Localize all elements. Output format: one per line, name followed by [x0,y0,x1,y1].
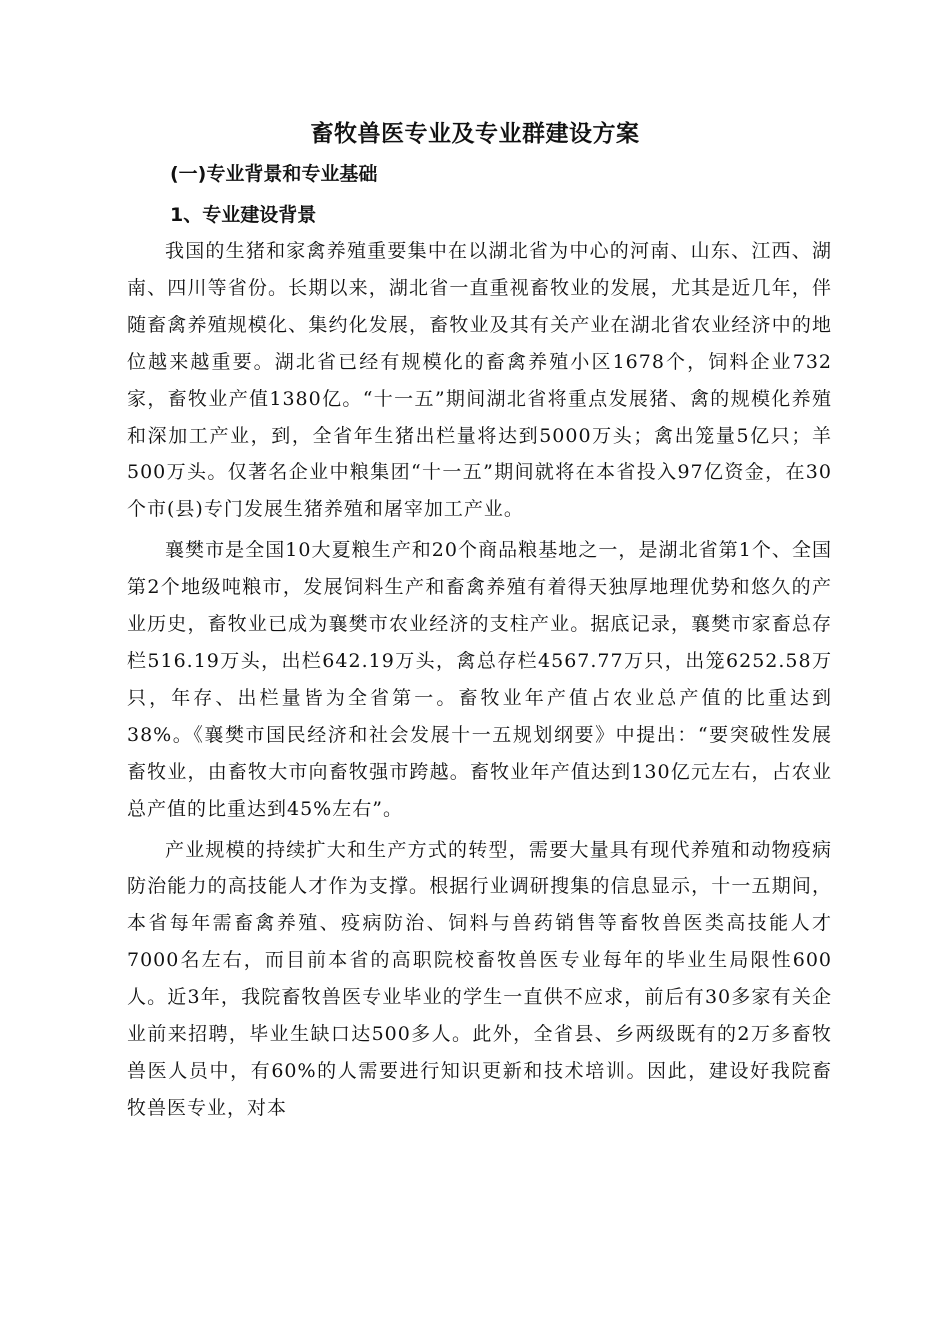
paragraph-xiangfan: 襄樊市是全国10大夏粮生产和20个商品粮基地之一，是湖北省第1个、全国第2个地级吨粮市，发展饲料生产和畜禽养殖有着得天独厚地理优势和悠久的产业历史，畜牧业已成为襄樊市农业经济的支柱产业。据底记录，襄樊市家畜总存栏516.19万头，出栏642.19万头，禽总存栏4567.77万只，出笼6252.58万只，年存、出栏量皆为全省第一。畜牧业年产值占农业总产值的比重达到38%。《襄樊市国民经济和社会发展十一五规划纲要》中提出：“要突破性发展畜牧业，由畜牧大市向畜牧强市跨越。畜牧业年产值达到130亿元左右，占农业总产值的比重达到45%左右”。 [127,539,832,820]
paragraph-background: 我国的生猪和家禽养殖重要集中在以湖北省为中心的河南、山东、江西、湖南、四川等省份。长期以来，湖北省一直重视畜牧业的发展，尤其是近几年，伴随畜禽养殖规模化、集约化发展，畜牧业及其有关产业在湖北省农业经济中的地位越来越重要。湖北省已经有规模化的畜禽养殖小区1678个，饲料企业732家，畜牧业产值1380亿。“十一五”期间湖北省将重点发展猪、禽的规模化养殖和深加工产业，到，全省年生猪出栏量将达到5000万头；禽出笼量5亿只；羊500万头。仅著名企业中粮集团“十一五”期间就将在本省投入97亿资金，在30个市(县)专门发展生猪养殖和屠宰加工产业。 [127,240,832,521]
document-body [127,233,832,1127]
paragraph-talent-demand: 产业规模的持续扩大和生产方式的转型，需要大量具有现代养殖和动物疫病防治能力的高技能人才作为支撑。根据行业调研搜集的信息显示，十一五期间，本省每年需畜禽养殖、疫病防治、饲料与兽药销售等畜牧兽医类高技能人才7000名左右，而目前本省的高职院校畜牧兽医专业每年的毕业生局限性600人。近3年，我院畜牧兽医专业毕业的学生一直供不应求，前后有30多家有关企业前来招聘，毕业生缺口达500多人。此外，全省县、乡两级既有的2万多畜牧兽医人员中，有60%的人需要进行知识更新和技术培训。因此，建设好我院畜牧兽医专业，对本 [127,838,832,1119]
subsection-heading: 1、专业建设背景 [170,204,317,226]
document-title: 畜牧兽医专业及专业群建设方案 [310,121,640,147]
section-heading: (一)专业背景和专业基础 [170,163,378,185]
